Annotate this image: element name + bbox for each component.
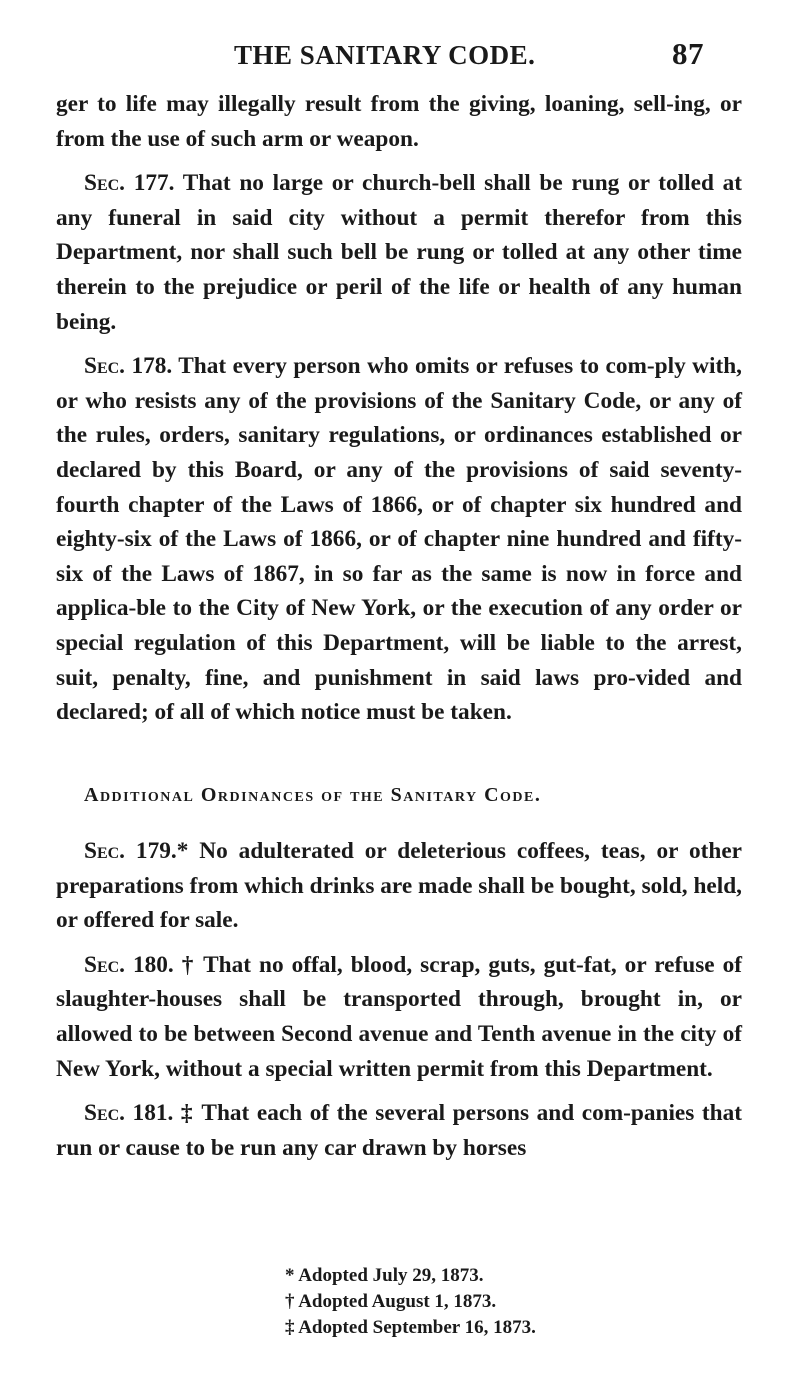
paragraph-sec-179 [56, 834, 742, 938]
paragraph-text: ger to life may illegally result from the giving, loaning, sell-ing, or from the use of such arm or weapon. [56, 91, 742, 152]
section-heading: Additional Ordinances of the Sanitary Code. [84, 784, 542, 806]
running-title: THE SANITARY CODE. [234, 40, 536, 70]
paragraph-text: No adulterated or deleterious coffees, teas, or other preparations from which drinks are made shall be bought, sold, held, or offered for sale. [56, 838, 743, 934]
footnote: * Adopted July 29, 1873. [285, 1265, 484, 1286]
paragraph-sec-181 [56, 1096, 742, 1165]
paragraph-text: That every person who omits or refuses to com-ply with, or who resists any of the provisions of the Sanitary Code, or any of the rules, orders, sanitary regulations, or ordinances established or declared by this Board, or any of the provisions of said seventy-fourth chapter of the Laws of 1866, or of chapter six hundred and eighty-six of the Laws of 1866, or of chapter nine hundred and fifty-six of the Laws of 1867, in so far as the same is now in force and applica-ble to the City of New York, or the execution of any order or special regulation of this Department, will be liable to the arrest, suit, penalty, fine, and punishment in said laws pro-vided and declared; of all of which notice must be taken. [56, 353, 742, 726]
paragraph-text: That no large or church-bell shall be rung or tolled at any funeral in said city without a permit therefor from this Department, nor shall such bell be rung or tolled at any other time therein to the prejudice or peril of the life or health of any human being. [56, 170, 742, 335]
section-number: Sec. 180. † [84, 951, 196, 978]
section-number: Sec. 178. [84, 353, 173, 380]
paragraph-sec-177 [56, 166, 742, 339]
paragraph-sec-178 [56, 349, 742, 730]
text-block-1 [56, 87, 742, 730]
section-number: Sec. 177. [84, 170, 175, 197]
paragraph-continuation [56, 87, 742, 156]
footnote: ‡ Adopted September 16, 1873. [285, 1317, 536, 1338]
paragraph-text: That no offal, blood, scrap, guts, gut-fat, or refuse of slaughter-houses shall be transported through, brought in, or allowed to be between Second avenue and Tenth avenue in the city of New York, without a special written permit from this Department. [56, 951, 743, 1082]
footnote: † Adopted August 1, 1873. [285, 1291, 497, 1312]
section-number: Sec. 181. ‡ [84, 1100, 195, 1127]
footnotes [285, 1263, 705, 1341]
paragraph-sec-180 [56, 948, 742, 1086]
page-number: 87 [672, 36, 704, 71]
text-block-2 [56, 834, 742, 1165]
paragraph-text: That each of the several persons and com-panies that run or cause to be run any car drawn by horses [56, 1100, 742, 1161]
section-number: Sec. 179.* [84, 838, 189, 864]
